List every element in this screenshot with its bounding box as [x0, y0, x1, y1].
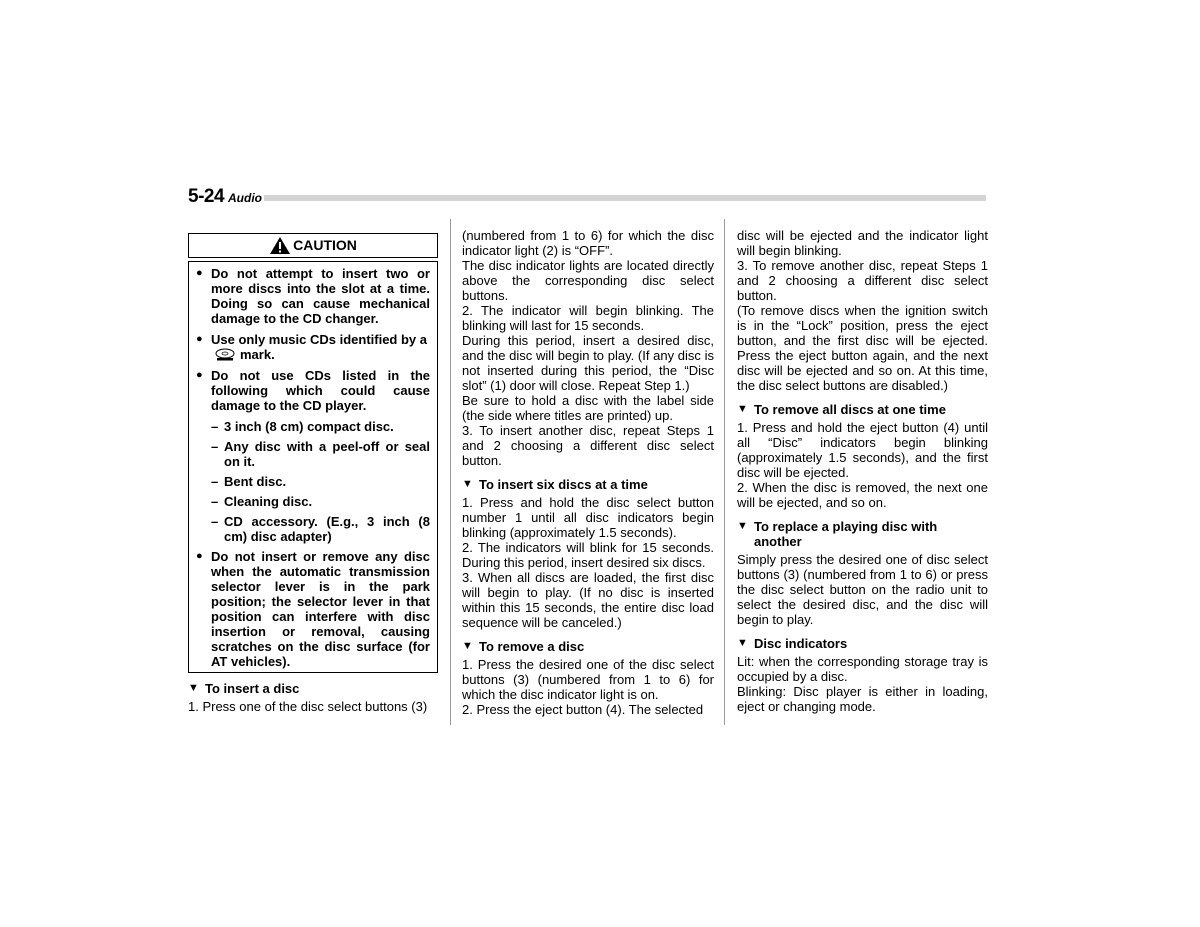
section-heading: ▼ To insert six discs at a time — [462, 477, 648, 492]
column-divider — [450, 219, 451, 725]
paragraph: (To remove discs when the ignition switch is in the “Lock” position, press the eject button, and the first disc will be ejected. Press the eject button again, and the next disc will be ejected and so on. At this time, the disc select buttons are disabled.) — [737, 303, 988, 393]
column-1 — [188, 228, 438, 714]
paragraph: 1. Press the desired one of the disc select buttons (3) (numbered from 1 to 6) for which the disc indicator light is on. — [462, 657, 714, 702]
triangle-marker-icon: ▼ — [737, 637, 748, 649]
triangle-marker-icon: ▼ — [462, 478, 473, 490]
bullet-icon: ● — [196, 333, 203, 345]
caution-sub-item: – 3 inch (8 cm) compact disc. — [211, 419, 394, 434]
paragraph: Be sure to hold a disc with the label side (the side where titles are printed) up. — [462, 393, 714, 423]
paragraph: 1. Press and hold the eject button (4) until all “Disc” indicators begin blinking (approximately 1.5 seconds), and the first disc will be ejected. — [737, 420, 988, 480]
section-heading: ▼ Disc indicators — [737, 636, 848, 651]
caution-header — [188, 233, 438, 258]
column-divider — [724, 219, 725, 725]
paragraph: During this period, insert a desired disc, and the disc will begin to play. (If any disc is not inserted during this period, the “Disc slot” (1) door will close. Repeat Step 1.) — [462, 333, 714, 393]
column-2 — [462, 228, 714, 717]
column-3 — [737, 228, 988, 714]
paragraph: 2. The indicators will blink for 15 seconds. During this period, insert desired six discs. — [462, 540, 714, 570]
caution-sub-item: – Any disc with a peel-off or seal on it. — [211, 439, 430, 469]
caution-title: CAUTION — [293, 237, 357, 253]
triangle-marker-icon: ▼ — [462, 640, 473, 652]
section-heading: ▼ To replace a playing disc with another — [737, 519, 938, 549]
section-heading: ▼ To remove all discs at one time — [737, 402, 946, 417]
paragraph: Lit: when the corresponding storage tray is occupied by a disc. — [737, 654, 988, 684]
paragraph: 1. Press one of the disc select buttons (3) — [188, 699, 428, 714]
bullet-icon: ● — [196, 550, 203, 562]
paragraph: 1. Press and hold the disc select button number 1 until all disc indicators begin blinking (approximately 1.5 seconds). — [462, 495, 714, 540]
caution-bullet: ● Do not insert or remove any disc when the automatic transmission selector lever is in the park position; the selector lever in that position can interfere with disc insertion or removal, causing scratches on the disc surface (for AT vehicles). — [196, 549, 430, 669]
bullet-icon: ● — [196, 267, 203, 279]
paragraph: 2. When the disc is removed, the next one will be ejected, and so on. — [737, 480, 988, 510]
bullet-icon: ● — [196, 369, 203, 381]
header-rule — [264, 195, 986, 201]
triangle-marker-icon: ▼ — [737, 520, 748, 532]
paragraph: 3. When all discs are loaded, the first disc will begin to play. (If no disc is inserted within this 15 seconds, the entire disc load sequence will be canceled.) — [462, 570, 714, 630]
paragraph: (numbered from 1 to 6) for which the disc indicator light (2) is “OFF”. — [462, 228, 714, 258]
section-heading: ▼ To remove a disc — [462, 639, 585, 654]
caution-sub-item: – CD accessory. (E.g., 3 inch (8 cm) disc adapter) — [211, 514, 430, 544]
warning-triangle-icon — [269, 236, 291, 255]
page-number: 5-24 — [188, 186, 225, 207]
caution-sub-item: – Bent disc. — [211, 474, 287, 489]
paragraph: 3. To insert another disc, repeat Steps 1 and 2 choosing a different disc select button. — [462, 423, 714, 468]
section-heading: ▼ To insert a disc — [188, 681, 300, 696]
caution-bullet: ● Do not use CDs listed in the following which could cause damage to the CD player. — [196, 368, 430, 413]
page-header — [188, 186, 988, 208]
paragraph: Simply press the desired one of disc select buttons (3) (numbered from 1 to 6) or press the disc select button on the radio unit to select the desired disc, and the disc will begin to play. — [737, 552, 988, 627]
compact-disc-logo-icon — [214, 348, 236, 361]
caution-sub-item: – Cleaning disc. — [211, 494, 313, 509]
triangle-marker-icon: ▼ — [737, 403, 748, 415]
caution-bullet: ● Use only music CDs identified by amark. — [196, 332, 427, 362]
caution-box — [188, 261, 438, 673]
paragraph: The disc indicator lights are located directly above the corresponding disc select buttons. — [462, 258, 714, 303]
paragraph: 2. Press the eject button (4). The selected — [462, 702, 704, 717]
paragraph: Blinking: Disc player is either in loading, eject or changing mode. — [737, 684, 988, 714]
section-title: Audio — [228, 191, 262, 205]
paragraph: disc will be ejected and the indicator light will begin blinking. — [737, 228, 988, 258]
caution-bullet: ● Do not attempt to insert two or more discs into the slot at a time. Doing so can cause mechanical damage to the CD changer. — [196, 266, 430, 326]
triangle-marker-icon: ▼ — [188, 682, 199, 694]
paragraph: 2. The indicator will begin blinking. The blinking will last for 15 seconds. — [462, 303, 714, 333]
paragraph: 3. To remove another disc, repeat Steps 1 and 2 choosing a different disc select button. — [737, 258, 988, 303]
